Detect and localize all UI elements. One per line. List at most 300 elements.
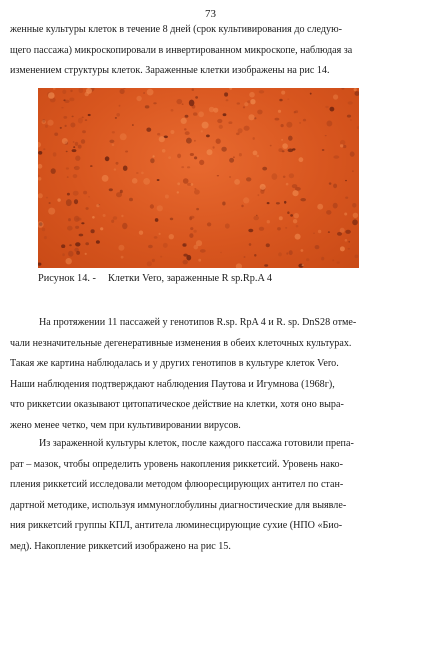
cell-spot [233, 157, 235, 158]
highlight-spot [281, 91, 285, 95]
cell-spot [176, 99, 182, 104]
cell-spot [300, 198, 306, 201]
cell-spot [286, 122, 292, 128]
cell-spot [82, 130, 86, 133]
text-line: Такая же картина наблюдалась и у других генотипов в культуре клеток Vero. [10, 358, 339, 369]
cell-spot [183, 260, 188, 265]
cell-spot [75, 142, 78, 146]
cell-spot [72, 149, 77, 152]
cell-spot [267, 202, 270, 204]
cell-spot [183, 254, 187, 257]
highlight-spot [299, 157, 304, 162]
cell-spot [136, 172, 139, 174]
cell-spot [237, 102, 240, 104]
cell-spot [213, 146, 215, 148]
cell-spot [109, 188, 113, 191]
cell-spot [332, 259, 334, 261]
cell-spot [68, 218, 71, 221]
cell-spot [81, 139, 85, 144]
cell-spot [150, 204, 154, 208]
highlight-spot [244, 102, 248, 106]
cell-spot [70, 123, 75, 128]
highlight-spot [286, 183, 289, 186]
cell-spot [327, 121, 333, 127]
cell-spot [238, 128, 243, 133]
cell-spot [348, 241, 350, 243]
cell-spot [272, 173, 278, 180]
cell-spot [111, 220, 114, 223]
page-number: 73 [205, 8, 216, 20]
cell-spot [229, 176, 231, 178]
cell-spot [67, 226, 73, 231]
cell-spot [43, 148, 45, 150]
cell-spot [185, 243, 187, 245]
highlight-spot [121, 215, 123, 217]
highlight-spot [301, 249, 304, 252]
highlight-spot [198, 259, 201, 262]
cell-spot [182, 103, 184, 105]
highlight-spot [340, 144, 343, 147]
cell-spot [69, 98, 74, 102]
cell-spot [152, 259, 155, 262]
cell-spot [228, 121, 232, 124]
cell-spot [229, 158, 234, 163]
cell-spot [217, 175, 219, 176]
highlight-spot [102, 175, 109, 182]
highlight-spot [118, 245, 124, 251]
highlight-spot [295, 234, 301, 240]
highlight-spot [170, 130, 174, 134]
cell-texture [38, 88, 359, 268]
cell-spot [62, 90, 66, 94]
cell-spot [219, 125, 223, 129]
cell-spot [352, 219, 358, 225]
cell-spot [253, 216, 259, 221]
cell-spot [333, 184, 337, 189]
cell-spot [60, 127, 62, 129]
cell-spot [90, 165, 93, 167]
cell-spot [345, 197, 348, 199]
cell-spot [78, 118, 83, 124]
cell-spot [328, 231, 330, 233]
cell-spot [200, 249, 206, 253]
cell-spot [216, 139, 221, 144]
highlight-spot [62, 138, 68, 144]
cell-spot [254, 254, 256, 257]
highlight-spot [344, 213, 347, 216]
cell-spot [221, 147, 226, 152]
cell-spot [206, 135, 210, 138]
highlight-spot [354, 88, 357, 91]
cell-spot [217, 119, 222, 123]
cell-spot [74, 167, 76, 168]
highlight-spot [243, 197, 249, 203]
cell-spot [257, 110, 262, 115]
cell-spot [81, 222, 84, 224]
cell-spot [285, 227, 287, 229]
cell-spot [147, 261, 152, 266]
cell-spot [333, 203, 338, 209]
cell-spot [326, 210, 331, 215]
cell-spot [220, 252, 222, 253]
text-line: дартной методике, используя иммуноглобулины диагностические для выявле- [10, 499, 347, 511]
cell-spot [199, 160, 204, 165]
cell-spot [88, 114, 91, 116]
highlight-spot [121, 256, 124, 259]
cell-spot [45, 125, 48, 128]
highlight-spot [136, 96, 141, 101]
text-line: женные культуры клеток в течение 8 дней (срок культивирования до следую- [10, 24, 342, 35]
cell-spot [61, 244, 65, 248]
cell-spot [155, 218, 159, 222]
highlight-spot [294, 213, 299, 218]
cell-spot [67, 176, 69, 178]
highlight-spot [53, 88, 56, 90]
text-line: чали незначительные дегенеративные изменения в обеих клеточных культурах. [10, 337, 352, 349]
cell-spot [286, 252, 288, 254]
highlight-spot [85, 253, 87, 255]
cell-spot [290, 214, 293, 217]
caption-text: Клетки Vero, зараженные R sp.Rp.A 4 [107, 273, 273, 284]
highlight-spot [38, 177, 41, 181]
cell-spot [105, 156, 110, 161]
cell-spot [185, 115, 189, 118]
cell-spot [129, 198, 133, 202]
cell-spot [82, 117, 84, 119]
cell-spot [329, 182, 332, 184]
cell-spot [78, 145, 82, 149]
cell-spot [270, 145, 272, 147]
cell-spot [303, 119, 306, 122]
cell-spot [170, 218, 173, 221]
cell-spot [315, 245, 320, 249]
cell-spot [66, 199, 72, 206]
highlight-spot [38, 142, 41, 148]
highlight-spot [345, 239, 348, 242]
cell-spot [207, 222, 211, 226]
highlight-spot [340, 246, 345, 251]
cell-spot [120, 190, 123, 193]
cell-spot [181, 166, 184, 168]
cell-spot [125, 151, 128, 153]
highlight-spot [48, 208, 55, 215]
highlight-spot [318, 230, 321, 233]
cell-spot [322, 149, 325, 151]
cell-spot [143, 92, 145, 94]
cell-spot [183, 178, 189, 184]
cell-spot [54, 133, 58, 136]
cell-spot [83, 191, 87, 195]
highlight-spot [207, 149, 213, 155]
cell-spot [347, 115, 351, 118]
cell-spot [85, 119, 87, 121]
highlight-spot [248, 114, 254, 120]
cell-spot [186, 138, 192, 144]
cell-spot [66, 167, 69, 169]
cell-spot [226, 99, 229, 101]
cell-spot [70, 90, 72, 92]
highlight-spot [249, 92, 255, 98]
paragraph-2 [10, 313, 412, 436]
cell-spot [281, 124, 284, 127]
cell-spot [73, 191, 79, 196]
highlight-spot [168, 156, 171, 159]
cell-spot [288, 136, 293, 141]
cell-spot [69, 244, 72, 246]
cell-spot [241, 205, 243, 208]
highlight-spot [278, 110, 281, 113]
cell-spot [355, 255, 359, 259]
cell-spot [154, 236, 158, 239]
cell-spot [246, 177, 251, 181]
cell-spot [65, 125, 67, 127]
cell-spot [49, 202, 51, 204]
cell-spot [163, 243, 168, 248]
text-line: мед). Накопление риккетсий изображено на рис 15. [10, 540, 231, 552]
cell-spot [74, 199, 78, 204]
paragraph-1 [10, 20, 412, 82]
cell-spot [132, 124, 134, 126]
cell-spot [279, 99, 282, 102]
cell-spot [296, 225, 299, 227]
cell-spot [75, 156, 80, 161]
cell-spot [146, 128, 151, 132]
cell-spot [189, 100, 195, 107]
cell-spot [75, 242, 80, 246]
cell-spot [72, 116, 74, 118]
cell-spot [325, 135, 327, 136]
highlight-spot [169, 234, 174, 239]
cell-spot [150, 158, 154, 163]
highlight-spot [159, 136, 165, 142]
cell-spot [66, 151, 68, 152]
cell-spot [278, 148, 282, 152]
cell-spot [38, 151, 42, 155]
highlight-spot [103, 214, 106, 217]
highlight-spot [48, 92, 55, 99]
cell-spot [352, 203, 356, 208]
highlight-spot [279, 216, 283, 220]
cell-spot [61, 107, 63, 109]
cell-spot [266, 243, 270, 247]
cell-spot [112, 131, 115, 133]
highlight-spot [132, 178, 138, 184]
highlight-spot [181, 118, 187, 124]
cell-spot [287, 211, 289, 214]
cell-spot [73, 141, 75, 143]
cell-spot [38, 175, 40, 177]
highlight-spot [66, 258, 72, 264]
highlight-spot [282, 143, 288, 149]
cell-spot [91, 229, 95, 233]
micrograph-image [38, 88, 359, 268]
cell-spot [222, 202, 225, 206]
cell-spot [157, 133, 160, 136]
cell-spot [44, 236, 47, 239]
cell-spot [264, 264, 268, 266]
cell-spot [85, 242, 89, 245]
cell-spot [46, 197, 48, 199]
cell-spot [295, 110, 298, 113]
cell-spot [341, 88, 344, 90]
highlight-spot [260, 184, 266, 190]
cell-spot [38, 263, 41, 266]
highlight-spot [38, 193, 43, 198]
cell-spot [225, 223, 230, 228]
highlight-spot [139, 231, 143, 235]
cell-spot [345, 230, 351, 234]
cell-spot [239, 153, 242, 156]
highlight-spot [256, 155, 259, 158]
highlight-spot [120, 133, 127, 140]
cell-spot [333, 155, 339, 158]
cell-spot [189, 233, 193, 238]
text-line: Из зараженной культуры клеток, после каждого пассажа готовили препа- [39, 438, 354, 449]
highlight-spot [353, 213, 358, 218]
cell-spot [109, 140, 114, 143]
highlight-spot [143, 178, 150, 185]
highlight-spot [317, 204, 323, 210]
cell-spot [355, 91, 360, 96]
text-line: ния риккетсий группы КПЛ, антитела люминесцирующие сухие (НПО «Био- [10, 520, 343, 531]
highlight-spot [147, 89, 154, 96]
highlight-spot [201, 130, 203, 132]
highlight-spot [333, 94, 338, 99]
highlight-spot [92, 216, 95, 219]
cell-spot [53, 152, 57, 156]
cell-spot [283, 176, 286, 178]
cell-spot [148, 245, 153, 249]
cell-spot [185, 131, 190, 135]
text-line: Наши наблюдения подтверждают наблюдения Паутова и Игумнова (1968г), [10, 378, 335, 390]
cell-spot [73, 146, 75, 148]
cell-spot [65, 100, 70, 103]
cell-spot [330, 107, 335, 112]
text-line: изменением структуры клеток. Зараженные клетки изображены на рис 14. [10, 65, 330, 76]
text-line: пления риккетсий исследовали методом флюоресцирующих антител по стан- [10, 479, 344, 490]
cell-spot [350, 119, 352, 120]
highlight-spot [38, 221, 44, 228]
cell-spot [122, 223, 127, 229]
cell-spot [116, 162, 119, 165]
cell-spot [262, 167, 267, 171]
highlight-spot [38, 164, 42, 169]
cell-spot [115, 117, 117, 119]
highlight-spot [96, 204, 99, 207]
highlight-spot [141, 172, 144, 175]
text-line: жено менее четко, чем при культивировании вирусов. [10, 419, 241, 431]
highlight-spot [281, 139, 283, 141]
cell-spot [277, 227, 281, 230]
cell-spot [120, 89, 125, 94]
cell-spot [177, 154, 181, 159]
cell-spot [275, 118, 280, 121]
highlight-spot [86, 88, 92, 94]
highlight-spot [159, 233, 161, 235]
highlight-spot [302, 264, 304, 266]
cell-spot [259, 90, 264, 93]
highlight-spot [177, 191, 179, 193]
cell-spot [190, 216, 195, 219]
cell-spot [157, 179, 160, 181]
highlight-spot [100, 227, 103, 230]
cell-spot [76, 251, 80, 255]
highlight-spot [198, 111, 204, 117]
cell-spot [289, 250, 293, 255]
cell-spot [190, 227, 193, 230]
cell-spot [123, 166, 128, 171]
highlight-spot [157, 205, 163, 211]
highlight-spot [57, 198, 60, 201]
highlight-spot [153, 155, 155, 157]
cell-spot [184, 128, 187, 130]
cell-spot [243, 106, 245, 108]
highlight-spot [236, 263, 242, 268]
text-line: рат – мазок, чтобы определить уровень накопления риккетсий. Уровень нако- [10, 458, 343, 470]
cell-spot [160, 256, 162, 258]
cell-spot [62, 253, 65, 256]
cell-spot [79, 88, 84, 93]
cell-spot [192, 88, 194, 91]
cell-spot [276, 202, 280, 204]
highlight-spot [209, 107, 215, 113]
cell-spot [67, 193, 70, 196]
cell-spot [195, 96, 198, 99]
cell-spot [96, 240, 100, 244]
cell-spot [278, 252, 282, 256]
highlight-spot [114, 168, 116, 170]
cell-spot [190, 153, 194, 156]
cell-spot [42, 228, 45, 232]
caption-label: Рисунок 14. - [38, 273, 96, 284]
cell-spot [51, 168, 56, 174]
cell-spot [119, 105, 121, 107]
highlight-spot [162, 149, 166, 153]
highlight-spot [292, 190, 298, 196]
cell-spot [348, 101, 353, 104]
highlight-spot [177, 182, 180, 185]
cell-spot [310, 93, 312, 95]
cell-spot [253, 137, 255, 140]
cell-spot [224, 92, 228, 96]
cell-spot [321, 257, 324, 261]
highlight-spot [47, 120, 53, 126]
cell-spot [73, 174, 78, 178]
cell-spot [288, 149, 294, 153]
cell-spot [193, 230, 196, 233]
cell-spot [123, 88, 125, 89]
cell-spot [357, 126, 359, 129]
text-line: На протяжении 11 пассажей у генотипов R.sp. RpA 4 и R. sp. DnS28 отме- [39, 317, 357, 328]
cell-spot [194, 140, 196, 142]
cell-spot [194, 156, 197, 159]
cell-spot [74, 216, 80, 222]
figure-caption [38, 272, 272, 286]
cell-spot [116, 113, 120, 117]
cell-spot [194, 189, 200, 194]
highlight-spot [202, 122, 209, 129]
highlight-spot [267, 220, 270, 223]
cell-spot [258, 194, 260, 196]
cell-spot [244, 256, 246, 258]
highlight-spot [194, 245, 199, 250]
cell-spot [79, 234, 84, 237]
cell-spot [153, 102, 156, 104]
cell-spot [350, 151, 355, 156]
cell-spot [348, 248, 351, 250]
cell-spot [193, 112, 197, 115]
cell-spot [187, 166, 190, 168]
